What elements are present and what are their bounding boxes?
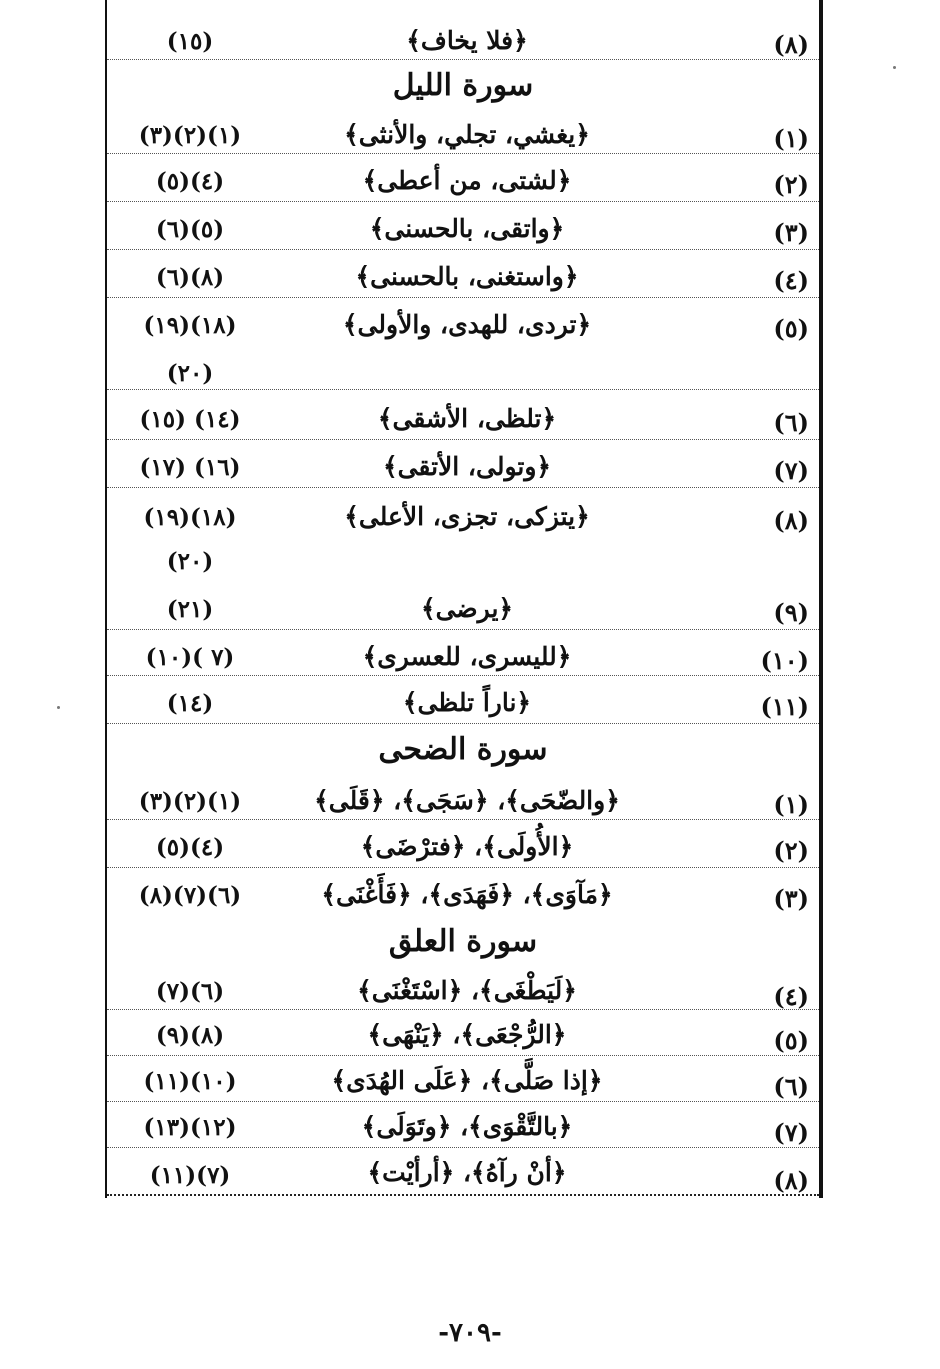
verse-words: ﴿بالتَّقْوَى﴾، ﴿وتَوَلَى﴾ [361,1112,573,1141]
verse-number: (٧) [773,1118,809,1147]
table-row [107,774,819,820]
table-row [107,440,819,488]
verse-refs: (١٠)(١١) [143,1068,237,1095]
verse-number: (٤) [773,266,809,295]
table-row [107,488,819,582]
verse-number: (٩) [773,598,809,627]
verse-words: ﴿واتقى، بالحسنى﴾ [369,214,565,243]
verse-words: ﴿مَآوَى﴾، ﴿فَهَدَى﴾، ﴿فَأَغْنَى﴾ [321,880,613,909]
verse-refs: (٦)(٧) [155,978,225,1005]
verse-refs: (١٤) (١٥) [139,406,241,433]
scan-speck [893,66,896,69]
verse-refs: (٨)(٦) [155,264,225,291]
surah-heading-row [107,724,819,774]
verse-refs: (٧ )(١٠) [145,644,235,671]
verse-refs: (٤)(٥) [155,834,225,861]
verse-number: (٣) [773,884,809,913]
verse-number: (٦) [773,408,809,437]
verse-refs: (١٢)(١٣) [143,1114,237,1141]
verse-words: ﴿والضّحَى﴾، ﴿سَجَى﴾، ﴿قَلَى﴾ [314,786,620,815]
table-row [107,1102,819,1148]
verse-refs: (٤)(٥) [155,168,225,195]
verse-refs: (١٨)(١٩) [143,312,237,339]
verse-refs: (٨)(٩) [155,1022,225,1049]
surah-heading-row [107,60,819,108]
table-row [107,968,819,1010]
verse-number: (١) [773,790,809,819]
verse-number: (٤) [773,982,809,1011]
table-row [107,0,819,60]
surah-title: سورة الليل [392,68,534,103]
verse-words: ﴿تردى، للهدى، والأولى﴾ [342,310,592,339]
table-row [107,250,819,298]
verse-number: (١٠) [760,646,809,675]
verse-words: ﴿يغشي، تجلي، والأنثى﴾ [344,120,590,149]
verse-words: ﴿وتولى، الأتقى﴾ [382,452,552,481]
verse-words: ﴿يرضى﴾ [420,594,514,623]
verse-refs: (١٤) [166,690,214,717]
verse-refs: (١٨)(١٩) [143,504,237,531]
table-row [107,630,819,676]
verse-words: ﴿تلظى، الأشقى﴾ [377,404,557,433]
table-row [107,676,819,724]
verse-words: ﴿واستغنى، بالحسنى﴾ [355,262,579,291]
table-row [107,390,819,440]
verse-words: ﴿إذا صَلَّى﴾، ﴿عَلَى الهُدَى﴾ [331,1066,603,1095]
verse-refs: (٧)(١١) [149,1162,231,1189]
verse-words: ﴿الرُّجْعَى﴾، ﴿يَنْهَى﴾ [367,1020,567,1049]
verse-words: ﴿لليسرى، للعسرى﴾ [362,642,572,671]
verse-number: (٥) [773,1026,809,1055]
verse-number: (١١) [760,692,809,721]
table-row [107,108,819,154]
surah-title: سورة العلق [388,924,538,959]
verse-number: (٨) [773,506,809,535]
verse-refs-continued: (٢٠) [166,360,214,387]
verse-refs: (٥)(٦) [155,216,225,243]
scan-speck [57,706,60,709]
verse-number: (١) [773,124,809,153]
table-row [107,582,819,630]
table-row [107,202,819,250]
verse-refs: (١٥) [166,28,214,55]
verse-number: (٨) [773,30,809,59]
verse-words: ﴿أنْ رآهُ﴾، ﴿أرأيْت﴾ [367,1158,567,1187]
surah-title: سورة الضحى [378,732,548,767]
word-table [105,0,823,1198]
verse-words: ﴿ناراً تلظى﴾ [402,688,532,717]
table-row [107,868,819,916]
verse-words: ﴿لشتى، من أعطى﴾ [362,166,572,195]
verse-words: ﴿فلا يخاف﴾ [406,26,528,55]
surah-heading-row [107,916,819,968]
verse-words: ﴿لَيَطْغَى﴾، ﴿اسْتَغْنَى﴾ [357,976,577,1005]
verse-refs: (١)(٢)(٣) [138,122,242,149]
table-bottom-rule [107,1194,819,1196]
verse-refs: (٢١) [166,596,214,623]
table-row [107,154,819,202]
verse-refs-continued: (٢٠) [166,548,214,575]
verse-number: (٥) [773,314,809,343]
table-row [107,1056,819,1102]
verse-refs: (١٦) (١٧) [139,454,241,481]
table-row [107,298,819,390]
verse-number: (٨) [773,1166,809,1195]
table-row [107,820,819,868]
verse-refs: (٦)(٧)(٨) [138,882,242,909]
verse-number: (٦) [773,1072,809,1101]
verse-number: (٢) [773,170,809,199]
verse-refs: (١)(٢)(٣) [138,788,242,815]
verse-words: ﴿الأُولَى﴾، ﴿فترْضَى﴾ [360,832,574,861]
verse-number: (٢) [773,836,809,865]
page-number: -٧٠٩- [438,1318,502,1348]
verse-number: (٣) [773,218,809,247]
verse-number: (٧) [773,456,809,485]
table-row [107,1010,819,1056]
table-row [107,1148,819,1198]
verse-words: ﴿يتزكى، تجزى، الأعلى﴾ [344,502,590,531]
